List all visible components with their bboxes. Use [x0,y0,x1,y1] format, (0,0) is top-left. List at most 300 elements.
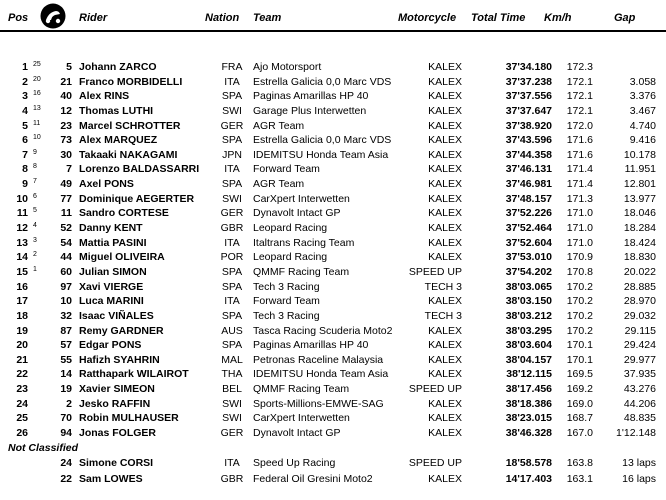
table-row [0,133,666,148]
cell-pos: 18 [16,309,28,322]
cell-gap: 10.178 [623,148,656,161]
cell-number: 24 [60,456,72,469]
cell-pos: 10 [16,192,28,205]
cell-number: 19 [60,383,72,396]
cell-number: 49 [60,178,72,191]
cell-gap: 29.115 [624,324,656,337]
cell-kmh: 171.6 [566,148,593,161]
cell-nation: SWI [222,397,242,410]
cell-pos: 25 [16,412,28,425]
cell-motorcycle: KALEX [428,368,462,381]
cell-motorcycle: KALEX [428,207,462,220]
cell-kmh: 167.0 [566,427,593,439]
table-row [0,162,666,177]
cell-rider: Sam LOWES [79,472,143,485]
cell-pos: 21 [16,353,28,366]
cell-motorcycle: KALEX [428,61,462,73]
cell-nation: SPA [221,280,243,293]
cell-motorcycle: KALEX [428,90,462,103]
cell-motorcycle: TECH 3 [424,280,462,293]
cell-team: Ajo Motorsport [253,61,322,73]
cell-nation: SWI [222,412,242,425]
table-row [0,119,666,134]
cell-nation: GER [220,207,244,220]
cell-motorcycle: SPEED UP [408,265,462,278]
cell-motorcycle: KALEX [428,222,462,235]
cell-total-time: 38'03.150 [505,295,552,308]
cell-nation: SPA [221,339,243,352]
cell-team: Forward Team [253,295,320,308]
cell-pos: 19 [16,324,28,337]
cell-total-time: 38'23.015 [505,412,552,425]
table-row [0,353,666,368]
header-rider: Rider [79,12,108,24]
cell-gap: 28.885 [623,280,656,293]
cell-nation: ITA [224,456,240,469]
cell-kmh: 163.8 [566,456,593,469]
cell-team: QMMF Racing Team [253,383,350,396]
cell-motorcycle: KALEX [428,324,462,337]
cell-motorcycle: KALEX [428,427,462,439]
cell-rider: Takaaki NAKAGAMI [79,148,178,161]
table-row [0,338,666,353]
cell-rider: Isaac VIÑALES [79,309,154,322]
cell-pos: 5 [22,119,28,132]
table-row [0,294,666,309]
table-row [0,324,666,339]
cell-team: Italtrans Racing Team [253,236,355,249]
cell-motorcycle: KALEX [428,397,462,410]
table-row [0,265,666,280]
cell-team: Dynavolt Intact GP [253,207,341,220]
cell-rider: Jonas FOLGER [79,427,157,439]
cell-number: 54 [60,236,72,249]
cell-kmh: 170.8 [566,265,593,278]
cell-rider: Luca MARINI [79,295,144,308]
cell-gap: 18.830 [623,251,656,264]
table-row [0,411,666,426]
cell-total-time: 18'58.578 [505,456,552,469]
cell-pos: 3 [22,90,28,103]
cell-rider: Danny KENT [79,222,143,235]
cell-gap: 3.058 [629,75,656,88]
cell-motorcycle: KALEX [428,295,462,308]
cell-points: 10 [33,134,41,142]
cell-number: 7 [66,163,72,176]
cell-team: Sports-Millions-EMWE-SAG [253,397,384,410]
cell-pos: 11 [16,207,28,220]
cell-pos: 2 [22,75,28,88]
cell-kmh: 171.6 [566,134,593,147]
header-motorcycle: Motorcycle [398,12,457,24]
cell-nation: SPA [221,265,243,278]
cell-team: CarXpert Interwetten [253,192,350,205]
cell-rider: Dominique AEGERTER [79,192,195,205]
cell-kmh: 169.0 [566,397,593,410]
cell-pos: 26 [16,427,28,439]
table-row [0,250,666,265]
cell-pos: 13 [16,236,28,249]
results-header [0,0,666,30]
cell-rider: Axel PONS [79,178,134,191]
cell-nation: JPN [222,148,242,161]
cell-nation: ITA [224,236,240,249]
cell-rider: Lorenzo BALDASSARRI [79,163,200,176]
cell-gap: 16 laps [622,472,656,485]
cell-rider: Robin MULHAUSER [79,412,179,425]
header-team: Team [253,12,282,24]
table-row [0,75,666,90]
cell-team: Tech 3 Racing [253,309,320,322]
cell-motorcycle: TECH 3 [424,309,462,322]
cell-nation: ITA [224,295,240,308]
cell-number: 70 [60,412,72,425]
cell-kmh: 170.9 [566,251,593,264]
header-kmh: Km/h [544,12,572,24]
table-row [0,367,666,382]
cell-points: 1 [33,265,37,273]
cell-gap: 11.951 [624,163,656,176]
cell-motorcycle: KALEX [428,104,462,117]
table-row [0,221,666,236]
cell-total-time: 37'34.180 [505,61,552,73]
cell-pos: 1 [22,61,28,73]
cell-team: AGR Team [253,119,305,132]
cell-total-time: 38'03.065 [505,280,552,293]
cell-motorcycle: KALEX [428,412,462,425]
cell-nation: SPA [221,309,243,322]
cell-points: 3 [33,236,37,244]
cell-points: 20 [33,75,41,83]
cell-kmh: 163.1 [566,472,593,485]
not-classified-heading: Not Classified [8,441,79,454]
cell-total-time: 38'46.328 [505,427,552,439]
cell-number: 55 [60,353,72,366]
cell-rider: Simone CORSI [79,456,154,469]
cell-total-time: 37'44.358 [505,148,552,161]
cell-total-time: 37'43.596 [505,134,552,147]
cell-pos: 9 [22,178,28,191]
cell-team: QMMF Racing Team [253,265,350,278]
cell-nation: MAL [221,353,243,366]
cell-total-time: 37'52.464 [505,222,552,235]
cell-rider: Johann ZARCO [79,61,157,73]
header-divider [0,30,666,32]
cell-rider: Mattia PASINI [79,236,147,249]
cell-nation: SPA [221,90,243,103]
cell-gap: 28.970 [623,295,656,308]
cell-pos: 4 [22,104,28,117]
cell-points: 8 [33,163,37,171]
table-row [0,456,666,471]
cell-kmh: 171.0 [566,207,593,220]
cell-number: 30 [60,148,72,161]
cell-rider: Jesko RAFFIN [79,397,151,410]
cell-nation: THA [221,368,243,381]
cell-motorcycle: KALEX [428,119,462,132]
cell-team: Tasca Racing Scuderia Moto2 [253,324,393,337]
cell-number: 73 [60,134,72,147]
cell-points: 11 [33,119,41,127]
cell-kmh: 171.4 [566,178,593,191]
cell-pos: 6 [22,134,28,147]
cell-motorcycle: KALEX [428,251,462,264]
cell-team: Forward Team [253,163,320,176]
cell-pos: 14 [16,251,28,264]
cell-gap: 12.801 [623,178,656,191]
cell-gap: 3.376 [629,90,656,103]
cell-team: Speed Up Racing [253,456,336,469]
cell-motorcycle: KALEX [428,134,462,147]
cell-motorcycle: KALEX [428,472,462,485]
cell-number: 44 [60,251,72,264]
cell-number: 14 [60,368,72,381]
cell-pos: 15 [16,265,28,278]
cell-pos: 24 [16,397,28,410]
cell-pos: 8 [22,163,28,176]
table-row [0,177,666,192]
cell-nation: SWI [222,104,242,117]
cell-nation: BEL [222,383,242,396]
cell-pos: 7 [22,148,28,161]
cell-gap: 20.022 [623,265,656,278]
cell-gap: 9.416 [629,134,656,147]
cell-kmh: 170.1 [566,353,593,366]
cell-total-time: 38'03.295 [505,324,552,337]
cell-rider: Ratthapark WILAIROT [79,368,189,381]
table-row [0,206,666,221]
cell-gap: 4.740 [629,119,656,132]
cell-kmh: 171.3 [566,192,593,205]
cell-kmh: 171.0 [566,236,593,249]
cell-kmh: 170.2 [566,295,593,308]
cell-pos: 17 [16,295,28,308]
header-gap: Gap [614,12,636,24]
cell-gap: 43.276 [623,383,656,396]
cell-total-time: 37'37.238 [505,75,552,88]
cell-number: 97 [60,280,72,293]
cell-kmh: 172.1 [566,90,593,103]
cell-points: 6 [33,192,37,200]
cell-total-time: 38'18.386 [505,397,552,410]
table-row [0,192,666,207]
cell-total-time: 37'46.981 [505,178,552,191]
cell-nation: SWI [222,192,242,205]
cell-rider: Hafizh SYAHRIN [79,353,160,366]
cell-motorcycle: KALEX [428,236,462,249]
cell-pos: 20 [16,339,28,352]
cell-rider: Xavier SIMEON [79,383,155,396]
cell-number: 87 [60,324,72,337]
cell-team: Estrella Galicia 0,0 Marc VDS [253,75,392,88]
cell-team: AGR Team [253,178,305,191]
cell-number: 40 [60,90,72,103]
cell-motorcycle: KALEX [428,163,462,176]
cell-gap: 18.046 [623,207,656,220]
cell-gap: 37.935 [623,368,656,381]
cell-number: 12 [60,104,72,117]
cell-rider: Thomas LUTHI [79,104,154,117]
cell-kmh: 169.2 [566,383,593,396]
table-row [0,397,666,412]
cell-points: 13 [33,104,41,112]
cell-nation: GER [220,427,244,439]
cell-total-time: 37'37.556 [505,90,552,103]
cell-nation: GBR [220,472,244,485]
table-row [0,280,666,295]
cell-total-time: 37'54.202 [505,265,552,278]
cell-motorcycle: KALEX [428,353,462,366]
cell-nation: AUS [221,324,243,337]
cell-rider: Miguel OLIVEIRA [79,251,165,264]
cell-kmh: 171.0 [566,222,593,235]
cell-rider: Xavi VIERGE [79,280,144,293]
cell-number: 60 [60,265,72,278]
cell-motorcycle: KALEX [428,75,462,88]
cell-rider: Remy GARDNER [79,324,164,337]
cell-nation: SPA [221,134,243,147]
cell-kmh: 170.2 [566,309,593,322]
header-total-time: Total Time [471,12,526,24]
table-row [0,472,666,487]
cell-points: 9 [33,148,37,156]
header-pos: Pos [8,12,29,24]
cell-points: 7 [33,178,37,186]
cell-team: IDEMITSU Honda Team Asia [253,368,389,381]
cell-rider: Marcel SCHROTTER [79,119,181,132]
cell-total-time: 37'37.647 [505,104,552,117]
cell-gap: 48.835 [623,412,656,425]
cell-pos: 22 [16,368,28,381]
cell-pos: 16 [16,280,28,293]
cell-team: Paginas Amarillas HP 40 [253,339,369,352]
cell-pos: 23 [16,383,28,396]
cell-total-time: 37'46.131 [505,163,552,176]
cell-gap: 44.206 [623,397,656,410]
cell-motorcycle: KALEX [428,178,462,191]
cell-team: Leopard Racing [253,222,328,235]
cell-team: Leopard Racing [253,251,328,264]
cell-kmh: 170.2 [566,324,593,337]
table-row [0,236,666,251]
cell-nation: ITA [224,163,240,176]
cell-points: 16 [33,90,41,98]
cell-number: 57 [60,339,72,352]
cell-number: 10 [60,295,72,308]
cell-kmh: 169.5 [566,368,593,381]
cell-nation: GBR [220,222,244,235]
cell-kmh: 172.1 [566,75,593,88]
table-row [0,89,666,104]
table-row [0,309,666,324]
table-row [0,382,666,397]
table-row [0,148,666,163]
cell-rider: Julian SIMON [79,265,147,278]
cell-gap: 29.424 [623,339,656,352]
cell-gap: 1'12.148 [616,427,656,439]
header-nation: Nation [205,12,240,24]
cell-total-time: 37'52.226 [505,207,552,220]
cell-kmh: 171.4 [566,163,593,176]
cell-nation: POR [220,251,244,264]
cell-points: 4 [33,222,37,230]
cell-rider: Sandro CORTESE [79,207,169,220]
cell-gap: 29.032 [623,309,656,322]
cell-gap: 3.467 [629,104,656,117]
cell-rider: Franco MORBIDELLI [79,75,183,88]
cell-kmh: 172.1 [566,104,593,117]
cell-gap: 29.977 [623,353,656,366]
cell-number: 11 [60,207,72,220]
cell-kmh: 168.7 [566,412,593,425]
cell-number: 21 [60,75,72,88]
cell-rider: Alex MARQUEZ [79,134,158,147]
cell-motorcycle: KALEX [428,148,462,161]
cell-number: 94 [60,427,72,439]
cell-team: Paginas Amarillas HP 40 [253,90,369,103]
cell-total-time: 37'48.157 [505,192,552,205]
cell-points: 2 [33,251,37,259]
cell-team: CarXpert Interwetten [253,412,350,425]
cell-total-time: 37'52.604 [505,236,552,249]
cell-total-time: 38'17.456 [505,383,552,396]
cell-total-time: 37'53.010 [505,251,552,264]
cell-total-time: 37'38.920 [505,119,552,132]
cell-number: 77 [60,192,72,205]
cell-number: 22 [60,472,72,485]
cell-gap: 18.424 [623,236,656,249]
cell-team: Federal Oil Gresini Moto2 [253,472,373,485]
cell-points: 5 [33,207,37,215]
cell-total-time: 38'03.212 [505,309,552,322]
cell-number: 32 [60,309,72,322]
cell-team: IDEMITSU Honda Team Asia [253,148,389,161]
cell-kmh: 172.3 [566,61,593,73]
cell-team: Garage Plus Interwetten [253,104,367,117]
cell-total-time: 38'04.157 [505,353,552,366]
cell-nation: ITA [224,75,240,88]
cell-number: 2 [66,397,72,410]
cell-motorcycle: KALEX [428,192,462,205]
cell-kmh: 170.2 [566,280,593,293]
cell-number: 52 [60,222,72,235]
cell-number: 5 [66,61,72,73]
cell-team: Petronas Raceline Malaysia [253,353,384,366]
cell-team: Estrella Galicia 0,0 Marc VDS [253,134,392,147]
table-row [0,104,666,119]
cell-total-time: 38'12.115 [506,368,552,381]
cell-rider: Edgar PONS [79,339,142,352]
cell-kmh: 172.0 [566,119,593,132]
motorcycle-logo-icon [40,3,66,29]
cell-number: 23 [60,119,72,132]
cell-motorcycle: SPEED UP [408,383,462,396]
cell-nation: GER [220,119,244,132]
cell-nation: SPA [221,178,243,191]
cell-team: Tech 3 Racing [253,280,320,293]
cell-team: Dynavolt Intact GP [253,427,341,439]
cell-gap: 13 laps [622,456,656,469]
table-row [0,426,666,441]
cell-total-time: 14'17.403 [505,472,552,485]
cell-points: 25 [33,61,41,68]
cell-total-time: 38'03.604 [505,339,552,352]
cell-kmh: 170.1 [566,339,593,352]
cell-rider: Alex RINS [79,90,130,103]
cell-gap: 13.977 [623,192,656,205]
cell-nation: FRA [221,61,243,73]
cell-gap: 18.284 [623,222,656,235]
